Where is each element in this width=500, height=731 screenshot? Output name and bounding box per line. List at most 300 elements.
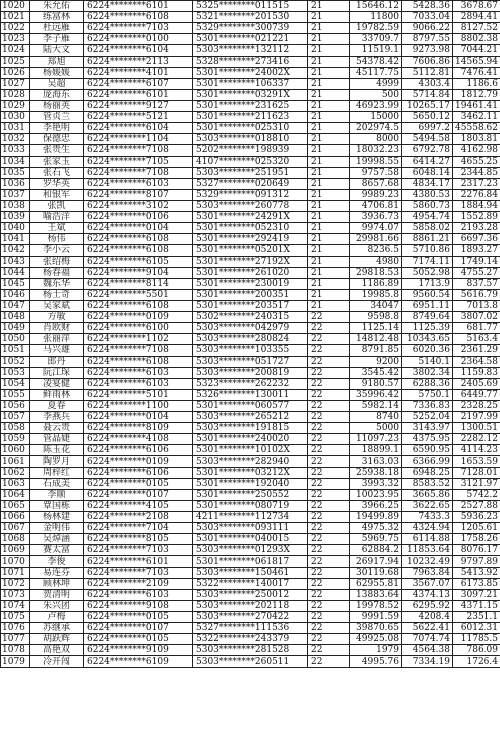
card-number-cell: 6224********6101 xyxy=(84,556,193,567)
value-2-cell: 7334.19 xyxy=(402,656,453,667)
id-number-cell: 5328********273416 xyxy=(193,56,308,67)
card-number-cell: 6224********0109 xyxy=(84,312,193,323)
value-1-cell: 19985.8 xyxy=(350,289,402,300)
group-cell: 21 xyxy=(308,123,350,134)
group-cell: 22 xyxy=(308,312,350,323)
row-number: 1042 xyxy=(1,245,30,256)
row-number: 1056 xyxy=(1,400,30,411)
name-cell: 陆大文 xyxy=(30,45,84,56)
group-cell: 22 xyxy=(308,556,350,567)
id-number-cell: 5301********240020 xyxy=(193,434,308,445)
value-1-cell: 9598.8 xyxy=(350,312,402,323)
table-row xyxy=(1,334,500,345)
table-row xyxy=(1,89,500,100)
card-number-cell: 6224********6100 xyxy=(84,323,193,334)
value-3-cell: 4114.23 xyxy=(453,445,500,456)
id-number-cell: 5303********250012 xyxy=(193,589,308,600)
value-2-cell: 4374.13 xyxy=(402,589,453,600)
id-number-cell: 5329********091312 xyxy=(193,189,308,200)
group-cell: 22 xyxy=(308,612,350,623)
card-number-cell: 6224********8114 xyxy=(84,278,193,289)
table-row xyxy=(1,378,500,389)
table-row xyxy=(1,434,500,445)
id-number-cell: 5303********051727 xyxy=(193,356,308,367)
value-2-cell: 6288.36 xyxy=(402,378,453,389)
table-row xyxy=(1,167,500,178)
table-row xyxy=(1,345,500,356)
value-1-cell: 9974.07 xyxy=(350,223,402,234)
name-cell: 练富林 xyxy=(30,12,84,23)
name-cell: 阮江琛 xyxy=(30,367,84,378)
value-3-cell: 3097.21 xyxy=(453,589,500,600)
table-body xyxy=(1,1,500,668)
value-2-cell: 3665.86 xyxy=(402,489,453,500)
id-number-cell: 5303********270422 xyxy=(193,612,308,623)
value-3-cell: 1758.26 xyxy=(453,534,500,545)
row-number: 1057 xyxy=(1,412,30,423)
value-3-cell: 3678.67 xyxy=(453,1,500,12)
value-1-cell: 11097.23 xyxy=(350,434,402,445)
name-cell: 周梓红 xyxy=(30,467,84,478)
value-2-cell: 5858.02 xyxy=(402,223,453,234)
card-number-cell: 6224********6104 xyxy=(84,123,193,134)
value-2-cell: 8749.64 xyxy=(402,312,453,323)
table-row xyxy=(1,256,500,267)
id-number-cell: 5301********021221 xyxy=(193,34,308,45)
group-cell: 21 xyxy=(308,189,350,200)
table-row xyxy=(1,412,500,423)
card-number-cell: 6224********1100 xyxy=(84,400,193,411)
value-1-cell: 54378.42 xyxy=(350,56,402,67)
value-3-cell: 11785.5 xyxy=(453,634,500,645)
row-number: 1071 xyxy=(1,567,30,578)
value-3-cell: 7476.41 xyxy=(453,67,500,78)
group-cell: 22 xyxy=(308,578,350,589)
group-cell: 22 xyxy=(308,500,350,511)
value-2-cell: 4954.74 xyxy=(402,212,453,223)
value-1-cell: 18899.1 xyxy=(350,445,402,456)
value-3-cell: 3462.11 xyxy=(453,112,500,123)
group-cell: 22 xyxy=(308,334,350,345)
id-number-cell: 5301********203517 xyxy=(193,300,308,311)
value-2-cell: 4375.95 xyxy=(402,434,453,445)
value-3-cell: 5163.4 xyxy=(453,334,500,345)
group-cell: 22 xyxy=(308,600,350,611)
value-1-cell: 3545.42 xyxy=(350,367,402,378)
name-cell: 顾林坤 xyxy=(30,578,84,589)
table-row xyxy=(1,356,500,367)
row-number: 1043 xyxy=(1,256,30,267)
id-number-cell: 5322********140017 xyxy=(193,578,308,589)
table-row xyxy=(1,178,500,189)
group-cell: 22 xyxy=(308,467,350,478)
table-row xyxy=(1,189,500,200)
card-number-cell: 6224********0105 xyxy=(84,478,193,489)
name-cell: 李艳明 xyxy=(30,123,84,134)
table-row xyxy=(1,545,500,556)
card-number-cell: 6224********6106 xyxy=(84,467,193,478)
id-number-cell: 5303********281528 xyxy=(193,645,308,656)
value-3-cell: 2282.12 xyxy=(453,434,500,445)
table-row xyxy=(1,78,500,89)
group-cell: 22 xyxy=(308,389,350,400)
value-3-cell: 8802.38 xyxy=(453,34,500,45)
value-1-cell: 8740 xyxy=(350,412,402,423)
group-cell: 21 xyxy=(308,45,350,56)
card-number-cell: 6224********1102 xyxy=(84,334,193,345)
id-number-cell: 5303********132112 xyxy=(193,45,308,56)
name-cell: 朱允佑 xyxy=(30,1,84,12)
card-number-cell: 6224********6103 xyxy=(84,178,193,189)
row-number: 1066 xyxy=(1,512,30,523)
id-number-cell: 5329********300739 xyxy=(193,23,308,34)
group-cell: 21 xyxy=(308,56,350,67)
id-number-cell: 5202********198939 xyxy=(193,145,308,156)
row-number: 1026 xyxy=(1,67,30,78)
value-1-cell: 19978.52 xyxy=(350,600,402,611)
card-number-cell: 6224********0100 xyxy=(84,34,193,45)
group-cell: 21 xyxy=(308,23,350,34)
card-number-cell: 6224********6101 xyxy=(84,1,193,12)
name-cell: 李小云 xyxy=(30,245,84,256)
value-1-cell: 10023.95 xyxy=(350,489,402,500)
group-cell: 22 xyxy=(308,445,350,456)
value-3-cell: 1653.59 xyxy=(453,456,500,467)
table-row xyxy=(1,478,500,489)
id-number-cell: 5301********211623 xyxy=(193,112,308,123)
row-number: 1048 xyxy=(1,312,30,323)
value-1-cell: 1186.89 xyxy=(350,278,402,289)
value-3-cell: 5936.23 xyxy=(453,512,500,523)
table-row xyxy=(1,100,500,111)
value-3-cell: 786.09 xyxy=(453,645,500,656)
row-number: 1077 xyxy=(1,634,30,645)
card-number-cell: 6224********0107 xyxy=(84,623,193,634)
value-1-cell: 30119.68 xyxy=(350,567,402,578)
value-3-cell: 837.57 xyxy=(453,278,500,289)
row-number: 1051 xyxy=(1,345,30,356)
name-cell: 覃国栋 xyxy=(30,500,84,511)
value-1-cell: 9989.23 xyxy=(350,189,402,200)
row-number: 1052 xyxy=(1,356,30,367)
id-number-cell: 5327********020649 xyxy=(193,178,308,189)
name-cell: 杨林建 xyxy=(30,512,84,523)
value-1-cell: 11519.1 xyxy=(350,45,402,56)
value-1-cell: 4995.76 xyxy=(350,656,402,667)
value-1-cell: 33709.7 xyxy=(350,34,402,45)
row-number: 1065 xyxy=(1,500,30,511)
value-2-cell: 6414.27 xyxy=(402,156,453,167)
row-number: 1027 xyxy=(1,78,30,89)
row-number: 1036 xyxy=(1,178,30,189)
card-number-cell: 6224********7103 xyxy=(84,567,193,578)
value-1-cell: 1125.14 xyxy=(350,323,402,334)
id-number-cell: 4211********112734 xyxy=(193,512,308,523)
id-number-cell: 5303********018810 xyxy=(193,134,308,145)
name-cell: 庞海东 xyxy=(30,89,84,100)
id-number-cell: 5301********292419 xyxy=(193,234,308,245)
name-cell: 王斌 xyxy=(30,223,84,234)
card-number-cell: 6224********4105 xyxy=(84,500,193,511)
card-number-cell: 6224********8109 xyxy=(84,423,193,434)
name-cell: 苏继承 xyxy=(30,623,84,634)
value-1-cell: 5982.14 xyxy=(350,400,402,411)
table-row xyxy=(1,423,500,434)
card-number-cell: 6224********0105 xyxy=(84,634,193,645)
table-row xyxy=(1,278,500,289)
row-number: 1050 xyxy=(1,334,30,345)
table-row xyxy=(1,34,500,45)
row-number: 1076 xyxy=(1,623,30,634)
group-cell: 21 xyxy=(308,223,350,234)
row-number: 1079 xyxy=(1,656,30,667)
row-number: 1059 xyxy=(1,434,30,445)
value-3-cell: 3121.97 xyxy=(453,478,500,489)
value-2-cell: 5140.1 xyxy=(402,356,453,367)
value-1-cell: 8791.85 xyxy=(350,345,402,356)
table-row xyxy=(1,156,500,167)
id-number-cell: 5303********280824 xyxy=(193,334,308,345)
value-2-cell: 8583.52 xyxy=(402,478,453,489)
value-3-cell: 1803.81 xyxy=(453,134,500,145)
id-number-cell: 5301********250552 xyxy=(193,489,308,500)
group-cell: 21 xyxy=(308,212,350,223)
card-number-cell: 6224********5101 xyxy=(84,389,193,400)
value-1-cell: 4706.81 xyxy=(350,200,402,211)
value-3-cell: 2527.88 xyxy=(453,500,500,511)
table-row xyxy=(1,234,500,245)
value-3-cell: 14565.94 xyxy=(453,56,500,67)
value-2-cell: 5710.86 xyxy=(402,245,453,256)
row-number: 1055 xyxy=(1,389,30,400)
card-number-cell: 6224********0105 xyxy=(84,612,193,623)
id-number-cell: 5303********200819 xyxy=(193,367,308,378)
row-number: 1060 xyxy=(1,445,30,456)
value-1-cell: 14812.48 xyxy=(350,334,402,345)
table-row xyxy=(1,489,500,500)
value-2-cell: 5860.73 xyxy=(402,200,453,211)
name-cell: 郎丹 xyxy=(30,356,84,367)
table-row xyxy=(1,223,500,234)
row-number: 1061 xyxy=(1,456,30,467)
value-3-cell: 1884.94 xyxy=(453,200,500,211)
table-row xyxy=(1,367,500,378)
value-3-cell: 1300.51 xyxy=(453,423,500,434)
value-2-cell: 7963.84 xyxy=(402,567,453,578)
row-number: 1067 xyxy=(1,523,30,534)
row-number: 1033 xyxy=(1,145,30,156)
name-cell: 方敏 xyxy=(30,312,84,323)
table-row xyxy=(1,512,500,523)
value-1-cell: 25938.18 xyxy=(350,467,402,478)
value-2-cell: 1713.9 xyxy=(402,278,453,289)
card-number-cell: 6224********6105 xyxy=(84,256,193,267)
table-row xyxy=(1,212,500,223)
card-number-cell: 6224********0107 xyxy=(84,489,193,500)
value-3-cell: 2344.85 xyxy=(453,167,500,178)
card-number-cell: 6224********9127 xyxy=(84,100,193,111)
table-row xyxy=(1,112,500,123)
value-3-cell: 1893.27 xyxy=(453,245,500,256)
name-cell: 肖欧财 xyxy=(30,323,84,334)
name-cell: 杨媛媛 xyxy=(30,67,84,78)
id-number-cell: 5301********200351 xyxy=(193,289,308,300)
row-number: 1029 xyxy=(1,100,30,111)
value-1-cell: 19782.59 xyxy=(350,23,402,34)
row-number: 1070 xyxy=(1,556,30,567)
name-cell: 张家玉 xyxy=(30,156,84,167)
value-1-cell: 5969.75 xyxy=(350,534,402,545)
name-cell: 管晶婕 xyxy=(30,434,84,445)
id-number-cell: 5301********060577 xyxy=(193,400,308,411)
table-row xyxy=(1,656,500,667)
group-cell: 21 xyxy=(308,167,350,178)
id-number-cell: 5321********201530 xyxy=(193,12,308,23)
id-number-cell: 5301********05201X xyxy=(193,245,308,256)
value-2-cell: 6114.88 xyxy=(402,534,453,545)
group-cell: 21 xyxy=(308,234,350,245)
id-number-cell: 5301********040015 xyxy=(193,534,308,545)
row-number: 1023 xyxy=(1,34,30,45)
value-3-cell: 2317.23 xyxy=(453,178,500,189)
id-number-cell: 5301********10102X xyxy=(193,445,308,456)
value-1-cell: 8000 xyxy=(350,134,402,145)
value-1-cell: 45117.75 xyxy=(350,67,402,78)
value-3-cell: 9797.89 xyxy=(453,556,500,567)
value-3-cell: 7013.8 xyxy=(453,300,500,311)
value-2-cell: 6951.11 xyxy=(402,300,453,311)
value-3-cell: 4371.15 xyxy=(453,600,500,611)
name-cell: 李顺 xyxy=(30,489,84,500)
value-2-cell: 5252.04 xyxy=(402,412,453,423)
card-number-cell: 6224********5501 xyxy=(84,289,193,300)
table-row xyxy=(1,612,500,623)
value-3-cell: 2276.84 xyxy=(453,189,500,200)
name-cell: 陈玉花 xyxy=(30,445,84,456)
table-row xyxy=(1,245,500,256)
card-number-cell: 6224********6106 xyxy=(84,445,193,456)
name-cell: 赛太富 xyxy=(30,545,84,556)
name-cell: 吴家斌 xyxy=(30,300,84,311)
value-2-cell: 3622.65 xyxy=(402,500,453,511)
value-1-cell: 5000 xyxy=(350,423,402,434)
value-2-cell: 3567.07 xyxy=(402,578,453,589)
group-cell: 22 xyxy=(308,400,350,411)
table-row xyxy=(1,300,500,311)
card-number-cell: 6224********6103 xyxy=(84,378,193,389)
name-cell: 卢梅 xyxy=(30,612,84,623)
card-number-cell: 6224********7108 xyxy=(84,167,193,178)
id-number-cell: 4107********025320 xyxy=(193,156,308,167)
value-2-cell: 8861.21 xyxy=(402,234,453,245)
value-3-cell: 1205.61 xyxy=(453,523,500,534)
table-row xyxy=(1,12,500,23)
value-3-cell: 7044.21 xyxy=(453,45,500,56)
table-row xyxy=(1,600,500,611)
value-1-cell: 34047 xyxy=(350,300,402,311)
value-3-cell: 1159.83 xyxy=(453,367,500,378)
value-2-cell: 6792.78 xyxy=(402,145,453,156)
table-row xyxy=(1,500,500,511)
value-1-cell: 26917.94 xyxy=(350,556,402,567)
name-cell: 夏春 xyxy=(30,400,84,411)
name-cell: 马兴雄 xyxy=(30,345,84,356)
value-3-cell: 6173.85 xyxy=(453,578,500,589)
value-1-cell: 3993.32 xyxy=(350,478,402,489)
value-3-cell: 2894.41 xyxy=(453,12,500,23)
group-cell: 21 xyxy=(308,78,350,89)
value-2-cell: 5750.1 xyxy=(402,389,453,400)
value-3-cell: 19461.41 xyxy=(453,100,500,111)
card-number-cell: 6224********2108 xyxy=(84,512,193,523)
group-cell: 21 xyxy=(308,245,350,256)
name-cell: 朱兴团 xyxy=(30,600,84,611)
value-2-cell: 3143.97 xyxy=(402,423,453,434)
value-1-cell: 1979 xyxy=(350,645,402,656)
table-row xyxy=(1,400,500,411)
table-row xyxy=(1,389,500,400)
row-number: 1054 xyxy=(1,378,30,389)
row-number: 1064 xyxy=(1,489,30,500)
table-row xyxy=(1,589,500,600)
card-number-cell: 6224********7103 xyxy=(84,23,193,34)
id-number-cell: 5301********106337 xyxy=(193,78,308,89)
value-1-cell: 19499.89 xyxy=(350,512,402,523)
group-cell: 22 xyxy=(308,634,350,645)
name-cell: 杜远雁 xyxy=(30,23,84,34)
card-number-cell: 6224********0109 xyxy=(84,456,193,467)
name-cell: 凌宴健 xyxy=(30,378,84,389)
value-2-cell: 3802.34 xyxy=(402,367,453,378)
value-2-cell: 7606.86 xyxy=(402,56,453,67)
value-3-cell: 1749.14 xyxy=(453,256,500,267)
name-cell: 张绍梅 xyxy=(30,256,84,267)
value-2-cell: 5052.98 xyxy=(402,267,453,278)
row-number: 1078 xyxy=(1,645,30,656)
row-number: 1058 xyxy=(1,423,30,434)
value-2-cell: 7174.11 xyxy=(402,256,453,267)
value-1-cell: 13883.64 xyxy=(350,589,402,600)
row-number: 1040 xyxy=(1,223,30,234)
group-cell: 21 xyxy=(308,34,350,45)
name-cell: 吴焯涵 xyxy=(30,534,84,545)
value-3-cell: 2351.1 xyxy=(453,612,500,623)
id-number-cell: 5303********202118 xyxy=(193,600,308,611)
group-cell: 22 xyxy=(308,378,350,389)
id-number-cell: 5325********011515 xyxy=(193,1,308,12)
value-1-cell: 9757.58 xyxy=(350,167,402,178)
card-number-cell: 6224********0104 xyxy=(84,223,193,234)
table-row xyxy=(1,56,500,67)
card-number-cell: 6224********6107 xyxy=(84,78,193,89)
value-1-cell: 4999 xyxy=(350,78,402,89)
group-cell: 22 xyxy=(308,478,350,489)
id-number-cell: 5303********260511 xyxy=(193,656,308,667)
value-2-cell: 8797.55 xyxy=(402,34,453,45)
id-number-cell: 5301********061817 xyxy=(193,556,308,567)
card-number-cell: 6224********0106 xyxy=(84,212,193,223)
id-number-cell: 5323********262232 xyxy=(193,378,308,389)
value-3-cell: 4755.27 xyxy=(453,267,500,278)
value-2-cell: 9560.54 xyxy=(402,289,453,300)
table-row xyxy=(1,556,500,567)
card-number-cell: 6224********4108 xyxy=(84,434,193,445)
name-cell: 张石飞 xyxy=(30,167,84,178)
card-number-cell: 6224********7104 xyxy=(84,523,193,534)
value-1-cell: 49925.08 xyxy=(350,634,402,645)
card-number-cell: 6224********6108 xyxy=(84,300,193,311)
row-number: 1053 xyxy=(1,367,30,378)
